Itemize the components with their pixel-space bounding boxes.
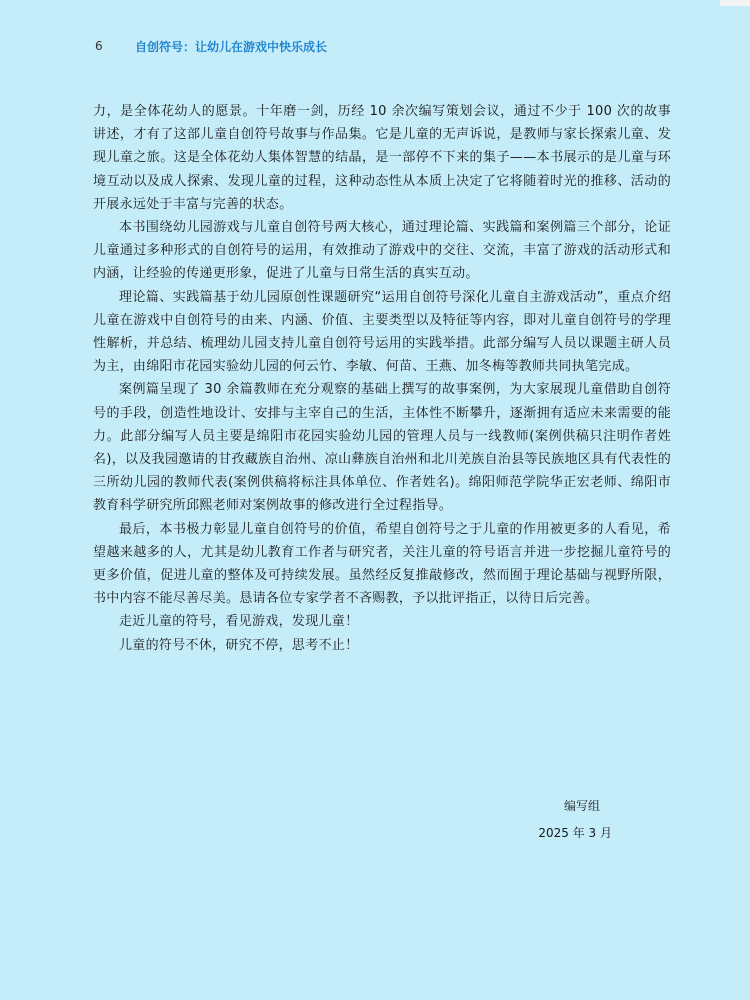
signature-author: 编写组 xyxy=(563,799,600,813)
paragraph-3: 理论篇、实践篇基于幼儿园原创性课题研究“运用自创符号深化儿童自主游戏活动”，重点介绍儿童在游戏中自创符号的由来、内涵、价值、主要类型以及特征等内容，即对儿童自创符号的学理性解析，并总结、梳理幼儿园支持儿童自创符号运用的实践举措。此部分编写人员以课题主研人员为主，由绵阳市花园实验幼儿园的何云竹、李敏、何苗、王燕、加冬梅等教师共同执笔完成。 xyxy=(93,289,671,375)
slogan-2: 儿童的符号不休，研究不停，思考不止！ xyxy=(119,637,359,653)
running-title: 自创符号：让幼儿在游戏中快乐成长 xyxy=(135,39,328,54)
paragraph-2: 本书围绕幼儿园游戏与儿童自创符号两大核心，通过理论篇、实践篇和案例篇三个部分，论证儿童通过多种形式的自创符号的运用，有效推动了游戏中的交往、交流，丰富了游戏的活动形式和内涵，让经验的传递更形象，促进了儿童与日常生活的真实互动。 xyxy=(93,220,671,282)
corner-mark xyxy=(720,0,750,6)
paragraph-4: 案例篇呈现了 30 余篇教师在充分观察的基础上撰写的故事案例，为大家展现儿童借助自创符号的手段，创造性地设计、安排与主宰自己的生活，主体性不断攀升，逐渐拥有适应未来需要的能力。此部分编写人员主要是绵阳市花园实验幼儿园的管理人员与一线教师(案例供稿只注明作者姓名)，以及我园邀请的甘孜藏族自治州、凉山彝族自治州和北川羌族自治县等民族地区具有代表性的三所幼儿园的教师代表(案例供稿将标注具体单位、作者姓名)。绵阳师范学院华正宏老师、绵阳市教育科学研究所邱熙老师对案例故事的修改进行全过程指导。 xyxy=(93,382,671,514)
slogan-1: 走近儿童的符号，看见游戏，发现儿童！ xyxy=(119,614,359,630)
paragraph-1: 力，是全体花幼人的愿景。十年磨一剑，历经 10 余次编写策划会议，通过不少于 100 次的故事讲述，才有了这部儿童自创符号故事与作品集。它是儿童的无声诉说，是教师与家长探索儿童、发现儿童之旅。这是全体花幼人集体智慧的结晶，是一部停不下来的集子——本书展示的是儿童与环境互动以及成人探索、发现儿童的过程，这种动态性从本质上决定了它将随着时光的推移、活动的开展永远处于丰富与完善的状态。 xyxy=(93,104,671,212)
body-text xyxy=(93,100,671,657)
signature-date: 2025 年 3 月 xyxy=(538,826,612,840)
page-header xyxy=(95,36,690,56)
page-number: 6 xyxy=(95,39,103,53)
paragraph-5: 最后，本书极力彰显儿童自创符号的价值，希望自创符号之于儿童的作用被更多的人看见，希望越来越多的人，尤其是幼儿教育工作者与研究者，关注儿童的符号语言并进一步挖掘儿童符号的更多价值，促进儿童的整体及可持续发展。虽然经反复推敲修改，然而囿于理论基础与视野所限，书中内容不能尽善尽美。恳请各位专家学者不吝赐教，予以批评指正，以待日后完善。 xyxy=(93,521,671,607)
